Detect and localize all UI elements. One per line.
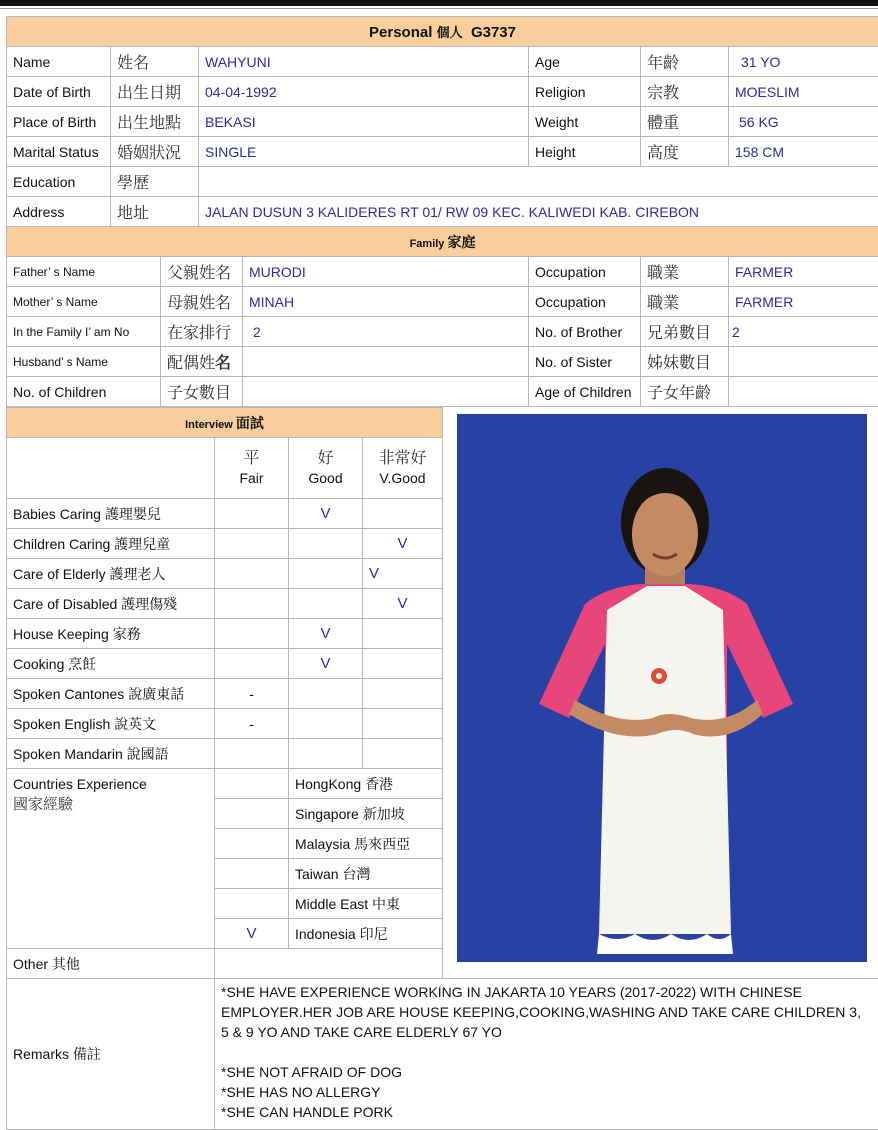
skill-fair-mark: [215, 589, 289, 619]
skill-vgood-mark: [363, 739, 443, 769]
personal-table: [6, 16, 878, 227]
level-fair-header: 平 Fair: [215, 438, 289, 499]
brother-count-label: No. of Brother: [529, 317, 641, 347]
country-mark: [215, 769, 289, 799]
skill-good-mark: [289, 589, 363, 619]
husband-name-value: [243, 347, 529, 377]
father-name-label-zh: 父親姓名: [161, 257, 243, 287]
father-occupation-label-zh: 職業: [641, 257, 729, 287]
family-rank-label: In the Family I’ am No: [7, 317, 161, 347]
remarks-text: [215, 979, 878, 1130]
children-count-label: No. of Children: [7, 377, 161, 407]
interview-header: Interview 面試: [7, 408, 443, 438]
family-header: Family 家庭: [7, 227, 878, 257]
dob-label-zh: 出生日期: [111, 77, 199, 107]
skill-vgood-mark: V: [363, 529, 443, 559]
pob-label-zh: 出生地點: [111, 107, 199, 137]
age-label: Age: [529, 47, 641, 77]
children-count-value: [243, 377, 529, 407]
address-value: JALAN DUSUN 3 KALIDERES RT 01/ RW 09 KEC. KALIWEDI KAB. CIREBON: [199, 197, 878, 227]
country-mark: [215, 799, 289, 829]
skill-label: Spoken Cantones 說廣東話: [7, 679, 215, 709]
country-label: Middle East 中東: [289, 889, 443, 919]
remark-line: [221, 1042, 872, 1062]
skill-vgood-mark: [363, 649, 443, 679]
skill-vgood-mark: [363, 709, 443, 739]
marital-label: Marital Status: [7, 137, 111, 167]
children-age-label: Age of Children: [529, 377, 641, 407]
religion-value: MOESLIM: [729, 77, 878, 107]
children-count-label-zh: 子女數目: [161, 377, 243, 407]
family-rank-value: 2: [243, 317, 529, 347]
level-good-header: 好 Good: [289, 438, 363, 499]
countries-experience-label: Countries Experience 國家經驗: [7, 769, 215, 949]
family-rank-label-zh: 在家排行: [161, 317, 243, 347]
children-age-label-zh: 子女年齡: [641, 377, 729, 407]
education-label: Education: [7, 167, 111, 197]
sister-count-label-zh: 姊妹數目: [641, 347, 729, 377]
mother-occupation-value: FARMER: [729, 287, 878, 317]
skill-fair-mark: [215, 619, 289, 649]
skill-vgood-mark: [363, 679, 443, 709]
name-label: Name: [7, 47, 111, 77]
weight-value: 56 KG: [729, 107, 878, 137]
other-label: Other 其他: [7, 949, 215, 979]
education-label-zh: 學歷: [111, 167, 199, 197]
pob-label: Place of Birth: [7, 107, 111, 137]
skill-good-mark: [289, 739, 363, 769]
mother-occupation-label-zh: 職業: [641, 287, 729, 317]
height-value: 158 CM: [729, 137, 878, 167]
mother-name-value: MINAH: [243, 287, 529, 317]
candidate-photo: [457, 414, 867, 962]
brother-count-label-zh: 兄弟數目: [641, 317, 729, 347]
skill-label: Care of Disabled 護理傷殘: [7, 589, 215, 619]
mother-name-label-zh: 母親姓名: [161, 287, 243, 317]
skill-vgood-mark: [363, 499, 443, 529]
skill-fair-mark: -: [215, 709, 289, 739]
other-value: [215, 949, 443, 979]
remarks-label: Remarks 備註: [7, 979, 215, 1130]
candidate-code: G3737: [471, 24, 516, 41]
country-label: HongKong 香港: [289, 769, 443, 799]
mother-occupation-label: Occupation: [529, 287, 641, 317]
country-label: Indonesia 印尼: [289, 919, 443, 949]
skill-good-mark: [289, 679, 363, 709]
skill-label: Children Caring 護理兒童: [7, 529, 215, 559]
skill-fair-mark: [215, 739, 289, 769]
dob-label: Date of Birth: [7, 77, 111, 107]
address-label: Address: [7, 197, 111, 227]
skill-label: Cooking 烹飪: [7, 649, 215, 679]
father-name-value: MURODI: [243, 257, 529, 287]
skill-label: Babies Caring 護理嬰兒: [7, 499, 215, 529]
family-table: [6, 226, 878, 407]
remarks-row: [7, 979, 878, 1130]
marital-value: SINGLE: [199, 137, 529, 167]
address-label-zh: 地址: [111, 197, 199, 227]
level-vgood-header: 非常好 V.Good: [363, 438, 443, 499]
skill-vgood-mark: V: [363, 589, 443, 619]
skill-vgood-mark: V: [363, 559, 443, 589]
skill-good-mark: V: [289, 499, 363, 529]
skill-label: House Keeping 家務: [7, 619, 215, 649]
religion-label: Religion: [529, 77, 641, 107]
height-label-zh: 高度: [641, 137, 729, 167]
skill-fair-mark: -: [215, 679, 289, 709]
skill-good-mark: [289, 709, 363, 739]
country-mark: [215, 889, 289, 919]
skill-good-mark: V: [289, 619, 363, 649]
father-name-label: Father’ s Name: [7, 257, 161, 287]
personal-header: Personal 個人 G3737: [7, 17, 878, 47]
weight-label-zh: 體重: [641, 107, 729, 137]
skill-good-mark: [289, 529, 363, 559]
skills-corner-cell: [7, 438, 215, 499]
children-age-value: [729, 377, 878, 407]
skill-label: Care of Elderly 護理老人: [7, 559, 215, 589]
name-value: WAHYUNI: [199, 47, 529, 77]
country-label: Singapore 新加坡: [289, 799, 443, 829]
country-mark: [215, 829, 289, 859]
pob-value: BEKASI: [199, 107, 529, 137]
sister-count-label: No. of Sister: [529, 347, 641, 377]
sister-count-value: [729, 347, 878, 377]
interview-table: [6, 407, 878, 1130]
remark-line: *SHE NOT AFRAID OF DOG: [221, 1062, 872, 1082]
remark-line: *SHE HAVE EXPERIENCE WORKING IN JAKARTA 10 YEARS (2017-2022) WITH CHINESE EMPLOYER.HER JOB ARE HOUSE KEEPING,COOKING,WASHING AND TAKE CARE CHILDREN 3, 5 & 9 YO AND TAKE CARE ELDERLY 67 YO: [221, 982, 872, 1042]
skill-fair-mark: [215, 529, 289, 559]
religion-label-zh: 宗教: [641, 77, 729, 107]
weight-label: Weight: [529, 107, 641, 137]
photo-cell: [443, 408, 878, 979]
husband-name-label-zh: 配偶姓名: [161, 347, 243, 377]
age-label-zh: 年齡: [641, 47, 729, 77]
top-rule: [0, 8, 878, 9]
father-occupation-label: Occupation: [529, 257, 641, 287]
marital-label-zh: 婚姻狀況: [111, 137, 199, 167]
dob-value: 04-04-1992: [199, 77, 529, 107]
country-mark: V: [215, 919, 289, 949]
name-label-zh: 姓名: [111, 47, 199, 77]
age-value: 31 YO: [729, 47, 878, 77]
country-label: Taiwan 台灣: [289, 859, 443, 889]
country-label: Malaysia 馬來西亞: [289, 829, 443, 859]
remark-line: *SHE HAS NO ALLERGY: [221, 1082, 872, 1102]
skill-fair-mark: [215, 559, 289, 589]
skill-fair-mark: [215, 649, 289, 679]
candidate-photo-illustration: [457, 414, 867, 962]
country-mark: [215, 859, 289, 889]
skill-good-mark: V: [289, 649, 363, 679]
father-occupation-value: FARMER: [729, 257, 878, 287]
remark-line: *SHE CAN HANDLE PORK: [221, 1102, 872, 1122]
skill-label: Spoken English 說英文: [7, 709, 215, 739]
height-label: Height: [529, 137, 641, 167]
skill-good-mark: [289, 559, 363, 589]
mother-name-label: Mother’ s Name: [7, 287, 161, 317]
skill-fair-mark: [215, 499, 289, 529]
skill-vgood-mark: [363, 619, 443, 649]
education-value: [199, 167, 878, 197]
husband-name-label: Husband’ s Name: [7, 347, 161, 377]
skill-label: Spoken Mandarin 說國語: [7, 739, 215, 769]
brother-count-value: 2: [729, 317, 878, 347]
top-border-bar: [0, 0, 878, 6]
